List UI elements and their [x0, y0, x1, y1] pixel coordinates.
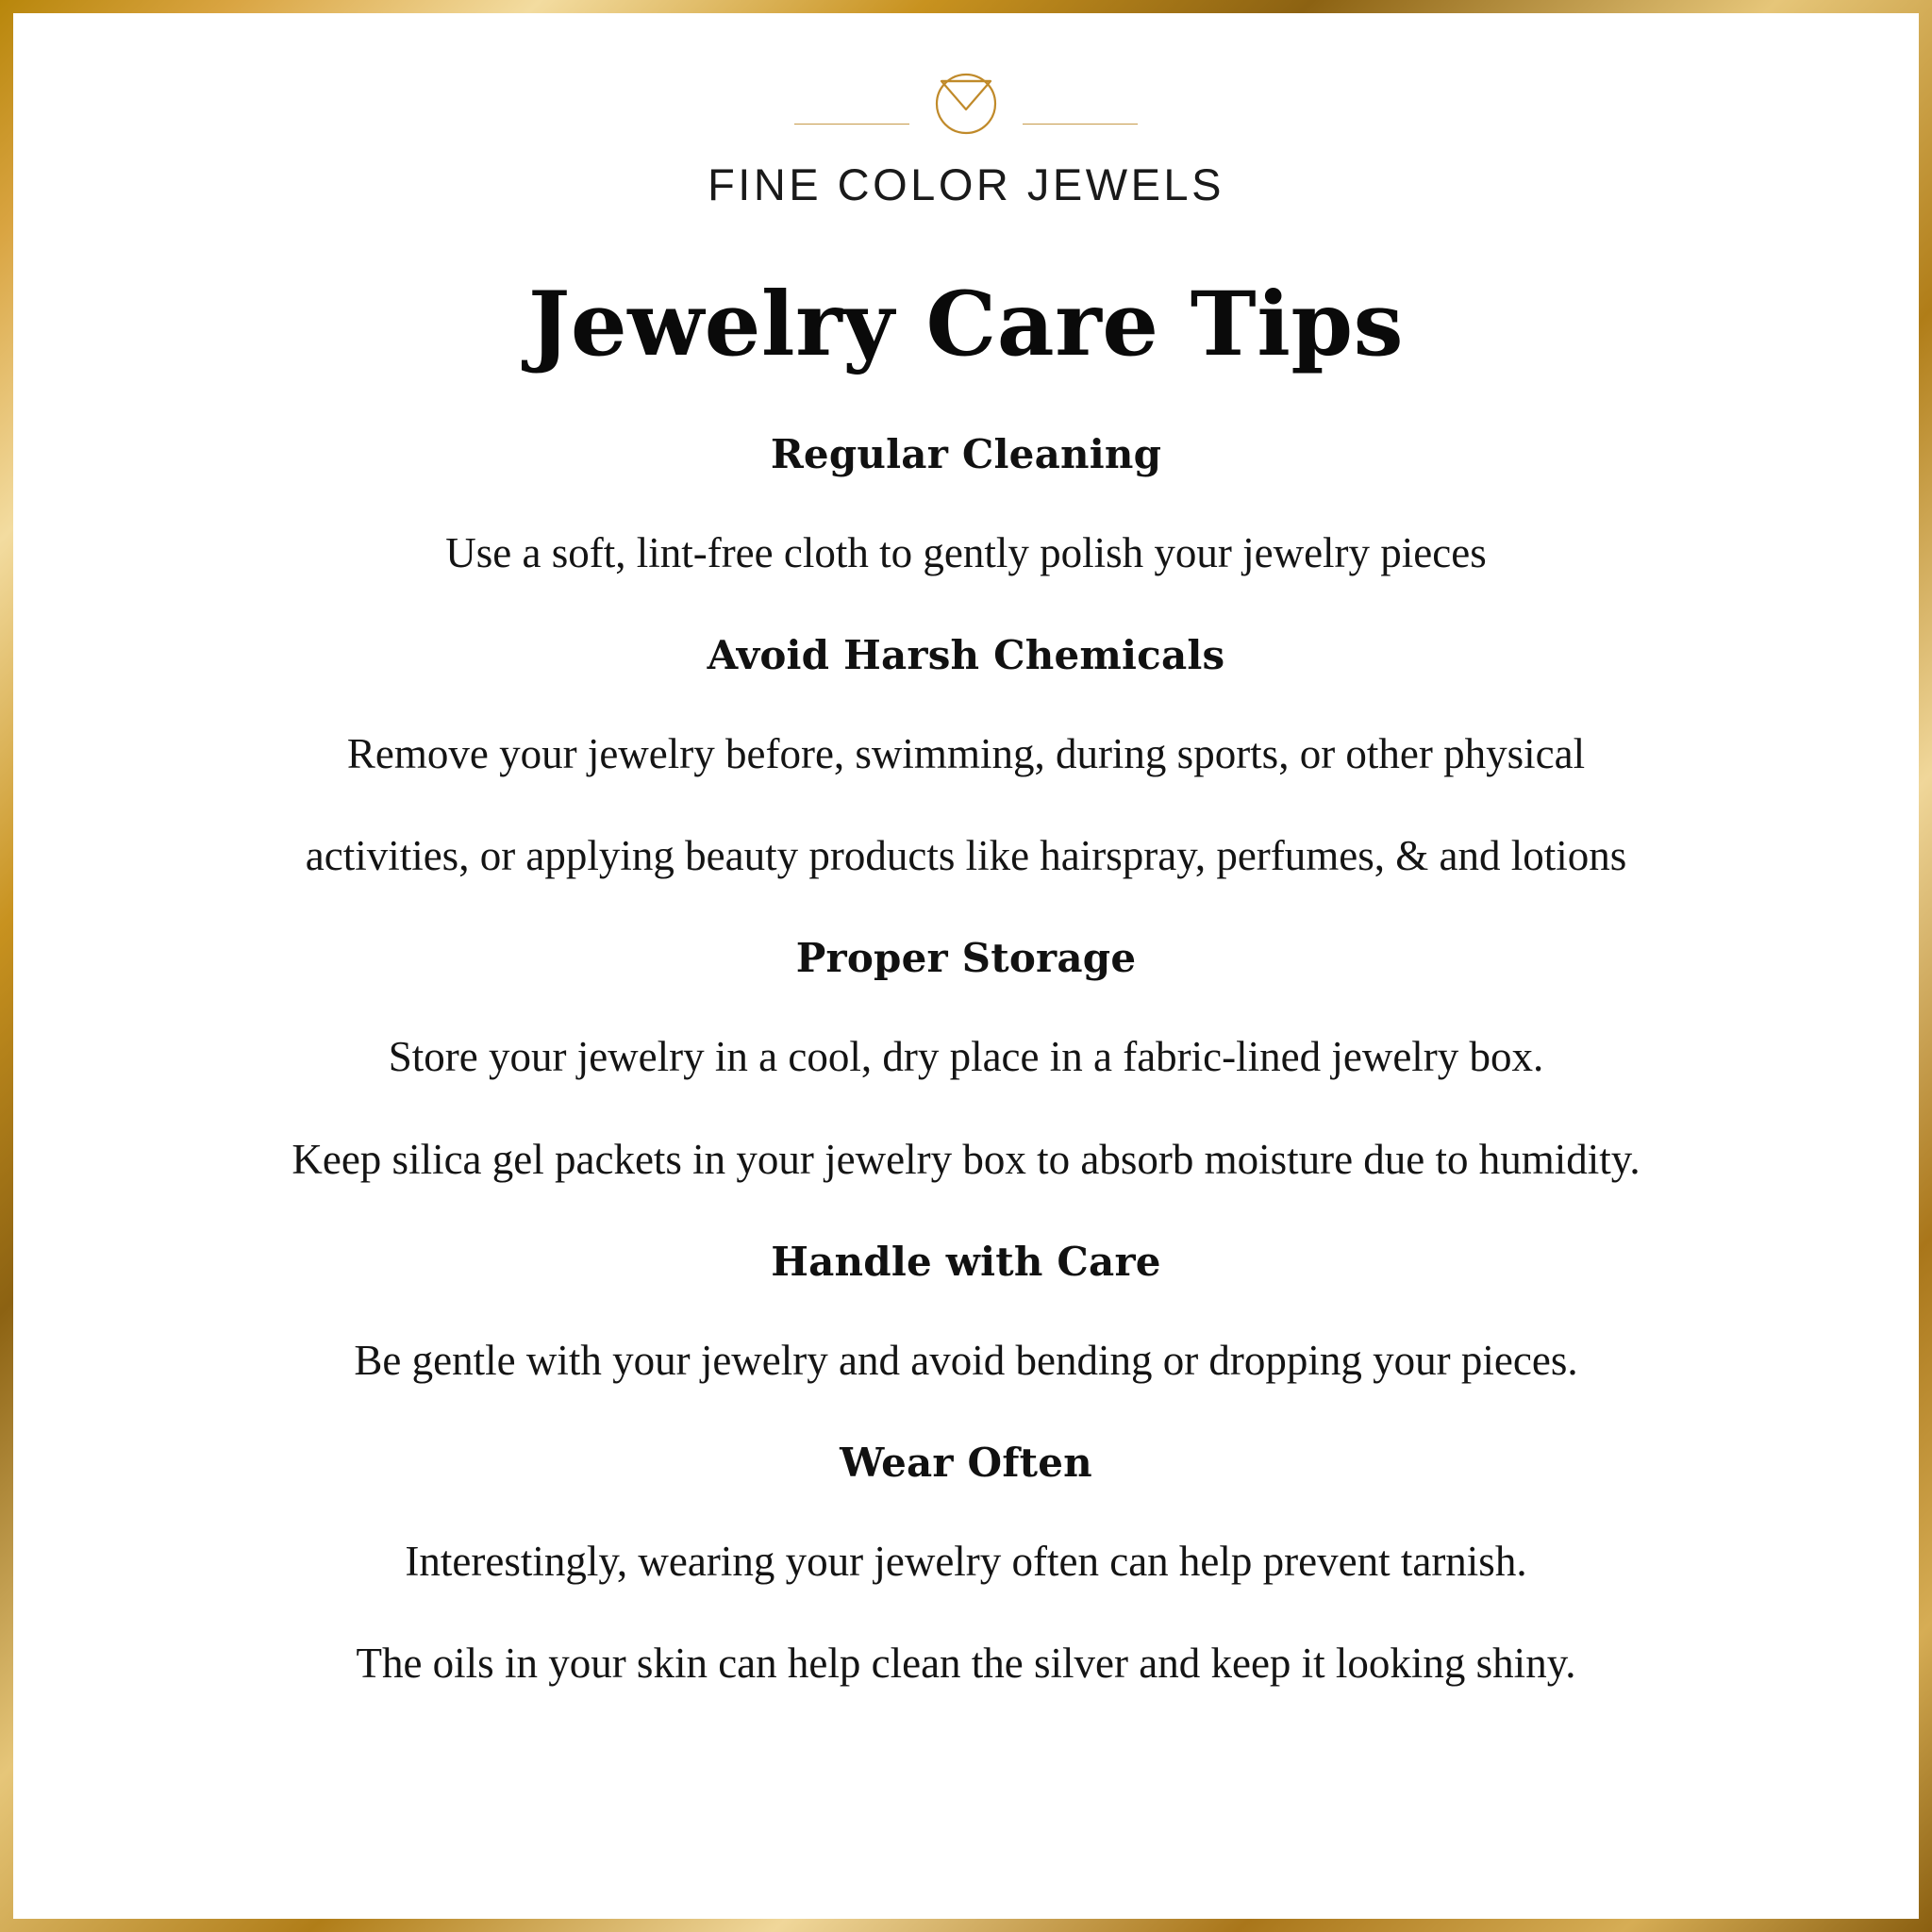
section-line: Store your jewelry in a cool, dry place in a fabric-lined jewelry box. — [388, 1033, 1544, 1081]
section-line: Use a soft, lint-free cloth to gently polish your jewelry pieces — [445, 528, 1487, 576]
section-line: activities, or applying beauty products like hairspray, perfumes, & and lotions — [305, 832, 1627, 880]
section-heading: Wear Often — [840, 1440, 1092, 1487]
section-line: Remove your jewelry before, swimming, during sports, or other physical — [346, 729, 1586, 777]
section-line: Be gentle with your jewelry and avoid bending or dropping your pieces. — [354, 1336, 1578, 1384]
section-handle-with-care — [79, 1239, 1853, 1387]
section-wear-often — [79, 1440, 1853, 1690]
brand-name: FINE COLOR JEWELS — [708, 159, 1224, 209]
section-regular-cleaning — [79, 431, 1853, 579]
brand-header — [79, 57, 1853, 210]
document-content — [13, 13, 1919, 1919]
page-title: Jewelry Care Tips — [527, 273, 1405, 376]
section-line: The oils in your skin can help clean the silver and keep it looking shiny. — [356, 1640, 1576, 1688]
care-tips-sections — [79, 431, 1853, 1690]
section-heading: Proper Storage — [795, 935, 1137, 982]
section-line: Interestingly, wearing your jewelry often can help prevent tarnish. — [405, 1538, 1527, 1586]
section-heading: Avoid Harsh Chemicals — [707, 631, 1225, 678]
section-heading: Handle with Care — [771, 1238, 1161, 1285]
divider-left — [794, 124, 909, 125]
section-avoid-harsh-chemicals — [79, 632, 1853, 883]
section-heading: Regular Cleaning — [770, 430, 1162, 477]
section-proper-storage — [79, 935, 1853, 1186]
diamond-gem-icon — [909, 57, 1023, 147]
section-line: Keep silica gel packets in your jewelry box to absorb moisture due to humidity. — [291, 1135, 1641, 1183]
brand-mark — [79, 57, 1853, 147]
divider-right — [1023, 124, 1138, 125]
